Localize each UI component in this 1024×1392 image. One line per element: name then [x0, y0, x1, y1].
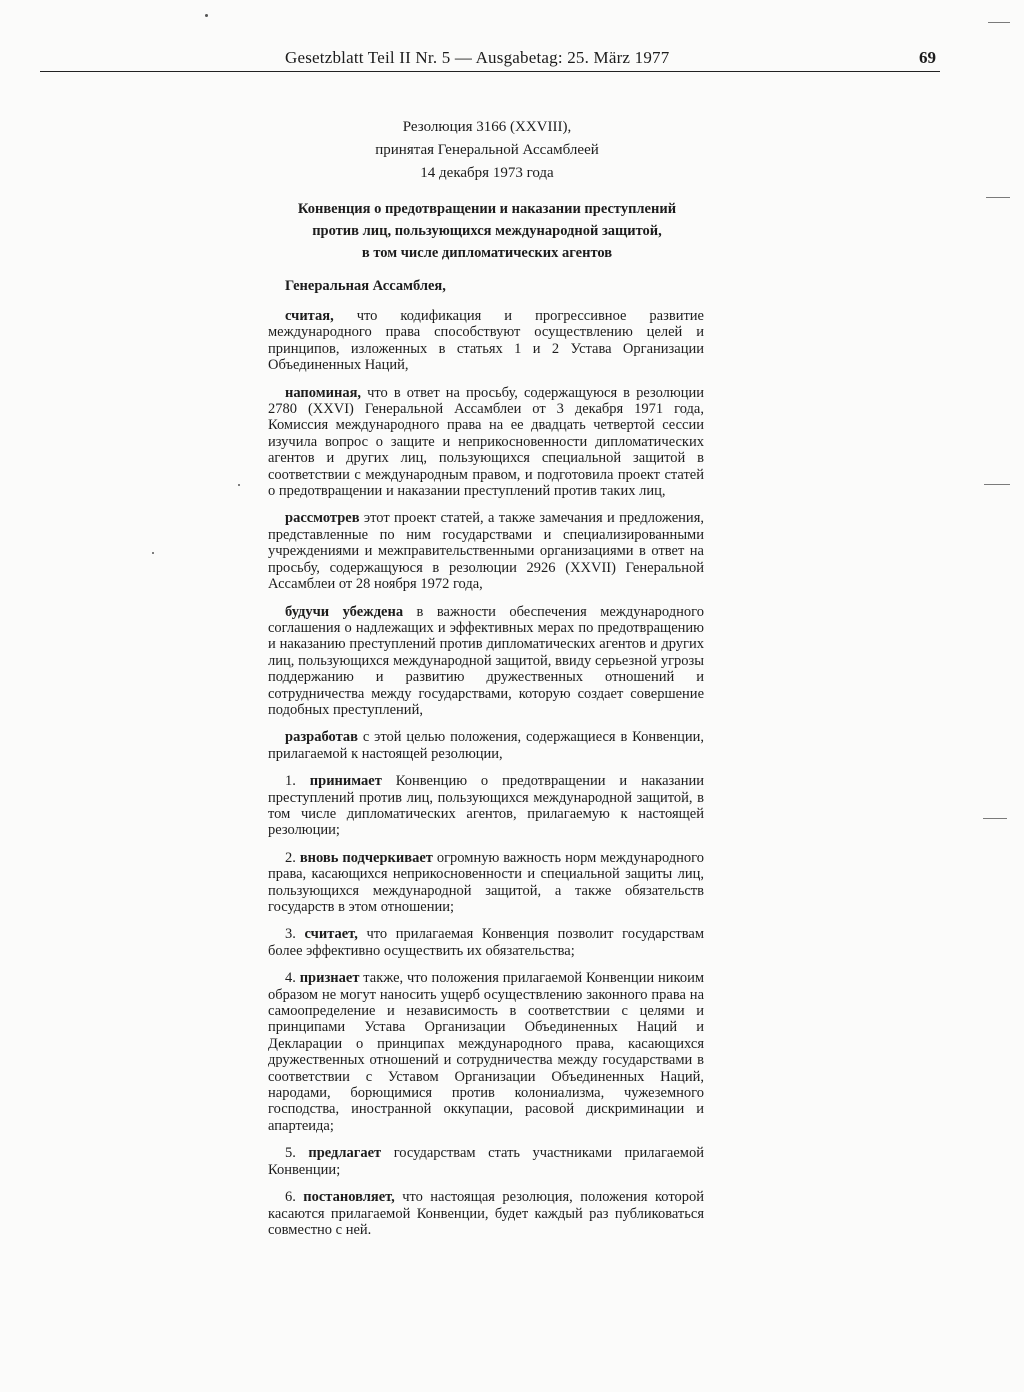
preamble-paragraph — [268, 604, 704, 719]
resolution-body — [268, 276, 704, 1249]
convention-title — [262, 198, 712, 264]
operative-lead: предлагает — [308, 1145, 382, 1162]
resolution-number: Резолюция 3166 (XXVIII), — [402, 119, 572, 135]
scan-mark — [984, 484, 1010, 485]
resolution-date: 14 декабря 1973 года — [420, 165, 554, 181]
operative-paragraph — [268, 926, 704, 959]
operative-lead: принимает — [309, 773, 382, 790]
operative-paragraph — [268, 1189, 704, 1238]
preamble-lead: будучи убеждена — [285, 603, 404, 620]
operative-text: что настоящая резолюция, положения которой касаются прилагаемой Конвенции, будет каждый раз публиковаться совместно с ней. — [268, 1189, 704, 1238]
resolution-adopted-by: принятая Генеральной Ассамблеей — [375, 142, 599, 158]
operative-lead: признает — [299, 970, 360, 987]
gazette-title: Gesetzblatt Teil II Nr. 5 — Ausgabetag: 25. März 1977 — [285, 48, 670, 67]
operative-number: 5. — [285, 1145, 296, 1162]
resolution-heading — [262, 116, 712, 185]
preamble-text: что кодификация и прогрессивное развитие международного права способствуют осуществлению целей и принципов, изложенных в статьях 1 и 2 Устава Организации Объединенных Наций, — [268, 308, 704, 374]
preamble-text: с этой целью положения, содержащиеся в Конвенции, прилагаемой к настоящей резолюции, — [268, 729, 704, 762]
operative-text: также, что положения прилагаемой Конвенции никоим образом не могут наносить ущерб осуществлению законного права на самоопределение и независимость в соответствии с целями и принципами Устава Организации Объединенных Наций и Декларации о принципах международного права, касающихся дружественных отношений и сотрудничества между государствами в соответствии с Уставом Организации Объединенных Наций, народами, борющимися против колониализма, чужеземного господства, иностранной оккупации, расовой дискриминации и апартеида; — [268, 970, 705, 1134]
operative-lead: вновь подчеркивает — [299, 849, 433, 866]
preamble-lead: рассмотрев — [285, 510, 360, 527]
preamble-paragraph — [268, 385, 704, 500]
operative-text: Конвенцию о предотвращении и наказании преступлений против лиц, пользующихся международной защитой, в том числе дипломатических агентов, прилагаемую к настоящей резолюции; — [268, 773, 704, 839]
preamble-paragraph — [268, 729, 704, 762]
operative-paragraph — [268, 1145, 704, 1178]
operative-number: 3. — [285, 926, 296, 943]
preamble-paragraph — [268, 510, 704, 592]
scan-mark — [988, 22, 1010, 23]
page-header — [40, 48, 940, 72]
scan-speck — [238, 484, 240, 486]
preamble-lead: напоминая, — [285, 384, 362, 401]
convention-title-line: в том числе дипломатических агентов — [361, 245, 613, 261]
preamble-text: в важности обеспечения международного соглашения о надлежащих и эффективных мерах по предотвращению и наказанию преступлений против дипломатических агентов и других лиц, пользующихся международной защитой, ввиду серьезной угрозы поддержанию и развитию дружественных отношений и сотрудничества между государствами, которую создает совершение подобных преступлений, — [268, 603, 704, 718]
operative-paragraph — [268, 970, 704, 1134]
convention-title-line: Конвенция о предотвращении и наказании преступлений — [297, 201, 677, 217]
operative-text: что прилагаемая Конвенция позволит государствам более эффективно осуществить их обязательства; — [268, 926, 704, 959]
preamble-text: этот проект статей, а также замечания и предложения, представленные по ним государствами и специализированными учреждениями и межправительственными организациями в ответ на просьбу, содержащуюся в резолюции 2926 (XXVII) Генеральной Ассамблеи от 28 ноября 1972 года, — [268, 510, 704, 593]
operative-lead: считает, — [304, 926, 358, 943]
scan-speck — [205, 14, 208, 17]
operative-number: 1. — [285, 773, 296, 790]
operative-paragraph — [268, 773, 704, 839]
scan-mark — [983, 818, 1007, 819]
convention-title-line: против лиц, пользующихся международной защитой, — [312, 223, 662, 239]
preamble-lead: считая, — [285, 308, 334, 324]
operative-lead: постановляет, — [303, 1189, 395, 1206]
preamble-text: что в ответ на просьбу, содержащуюся в резолюции 2780 (XXVI) Генеральной Ассамблеи от 3 декабря 1971 года, Комиссия международного права на ее двадцать четвертой сессии изучила вопрос о защите и неприкосновенности дипломатических агентов и других лиц, пользующихся специальной защитой в соответствии с международным правом, и подготовила проект статей о предотвращении и наказании преступлений против таких лиц, — [268, 384, 704, 500]
preamble-lead: разработав — [285, 729, 358, 746]
operative-number: 6. — [285, 1189, 296, 1206]
preamble-paragraph — [268, 308, 704, 374]
operative-text: огромную важность норм международного права, касающихся неприкосновенности и специальной защиты лиц, пользующихся международной защитой, а также обязательств государств в этом отношении; — [268, 849, 704, 915]
scan-speck — [152, 552, 154, 554]
scan-mark — [986, 197, 1010, 198]
operative-text: государствам стать участниками прилагаемой Конвенции; — [268, 1145, 704, 1178]
operative-number: 4. — [285, 970, 296, 987]
operative-number: 2. — [285, 849, 296, 866]
general-assembly-heading: Генеральная Ассамблея, — [285, 278, 446, 294]
header-rule — [40, 71, 940, 72]
operative-paragraph — [268, 850, 704, 916]
page-number: 69 — [919, 48, 936, 67]
